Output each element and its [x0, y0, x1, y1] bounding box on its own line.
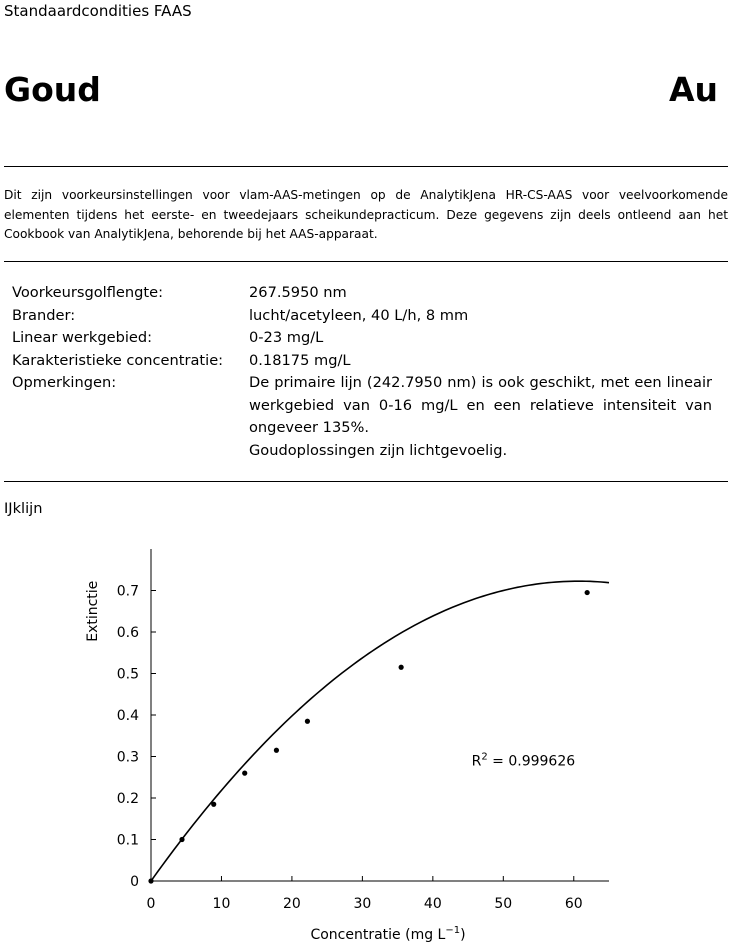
spec-label: Karakteristieke concentratie: — [12, 351, 224, 369]
r-squared-annotation: $R^2 = 0.999626$ — [471, 751, 576, 770]
spec-row-remarks — [12, 372, 712, 462]
fit-curve — [151, 581, 609, 881]
spec-value: 0.18175 mg/L — [249, 351, 351, 369]
y-tick-label: 0.2 — [116, 791, 139, 807]
y-tick-label: 0.7 — [116, 583, 139, 600]
spec-value: 267.5950 nm — [249, 284, 347, 301]
y-tick-label: 0.6 — [116, 625, 139, 641]
data-point — [242, 771, 247, 776]
spec-row-wavelength — [12, 282, 712, 305]
data-point — [211, 802, 216, 807]
rule-middle — [4, 261, 728, 262]
spec-value: 0-23 mg/L — [249, 329, 324, 346]
x-tick-label: 40 — [423, 896, 442, 912]
x-axis-label: Concentratie (mg $L^{-1}$) — [310, 925, 466, 943]
rule-bottom — [4, 481, 728, 482]
y-tick-label: 0 — [130, 874, 139, 890]
y-axis-label: Extinctie — [85, 580, 101, 642]
spec-label: Voorkeursgolflengte: — [12, 284, 164, 301]
spec-row-burner — [12, 305, 712, 328]
remarks-text: De primaire lijn (242.7950 nm) is ook geschikt, met een lineair werkgebied van 0-16 mg/L en een relatieve intensiteit van ongeveer 135%. — [249, 374, 712, 436]
rule-top — [4, 166, 728, 167]
data-point — [274, 748, 279, 753]
data-point — [179, 837, 184, 842]
x-tick-label: 60 — [564, 896, 583, 912]
x-tick-label: 0 — [146, 896, 156, 912]
spec-row-characteristic-concentration — [12, 350, 712, 373]
y-tick-label: 0.1 — [116, 832, 139, 849]
y-tick-label: 0.4 — [116, 708, 139, 724]
x-tick-label: 30 — [353, 896, 372, 912]
x-tick-label: 20 — [283, 896, 301, 912]
section-label: IJklijn — [4, 500, 43, 517]
spec-table — [12, 282, 712, 462]
running-header: Standaardcondities FAAS — [4, 2, 192, 20]
y-tick-label: 0.3 — [116, 749, 139, 766]
remarks-extra: Goudoplossingen zijn lichtgevoelig. — [249, 441, 508, 459]
x-tick-label: 50 — [494, 896, 513, 912]
data-point — [585, 590, 590, 595]
data-point — [399, 665, 404, 670]
spec-value-remarks — [249, 372, 712, 462]
data-point — [305, 719, 310, 724]
data-point — [148, 878, 153, 883]
element-symbol: Au — [668, 70, 718, 109]
spec-label: Brander: — [12, 306, 76, 324]
spec-value: lucht/acetyleen, 40 L/h, 8 mm — [249, 306, 469, 324]
spec-label: Opmerkingen: — [12, 374, 117, 391]
spec-label: Linear werkgebied: — [12, 329, 153, 346]
intro-paragraph: Dit zijn voorkeursinstellingen voor vlam-AAS-metingen op de AnalytikJena HR-CS-AAS voor veelvoorkomende elementen tijdens het eerste- en tweedejaars scheikundepracticum. Deze gegevens zijn deels ontleend aan het Cookbook van AnalytikJena, behorende bij het AAS-apparaat. — [4, 188, 728, 241]
x-tick-label: 10 — [212, 896, 231, 912]
y-tick-label: 0.5 — [116, 666, 139, 683]
calibration-chart — [0, 530, 732, 950]
element-name: Goud — [4, 70, 101, 109]
spec-row-linear-range — [12, 327, 712, 350]
